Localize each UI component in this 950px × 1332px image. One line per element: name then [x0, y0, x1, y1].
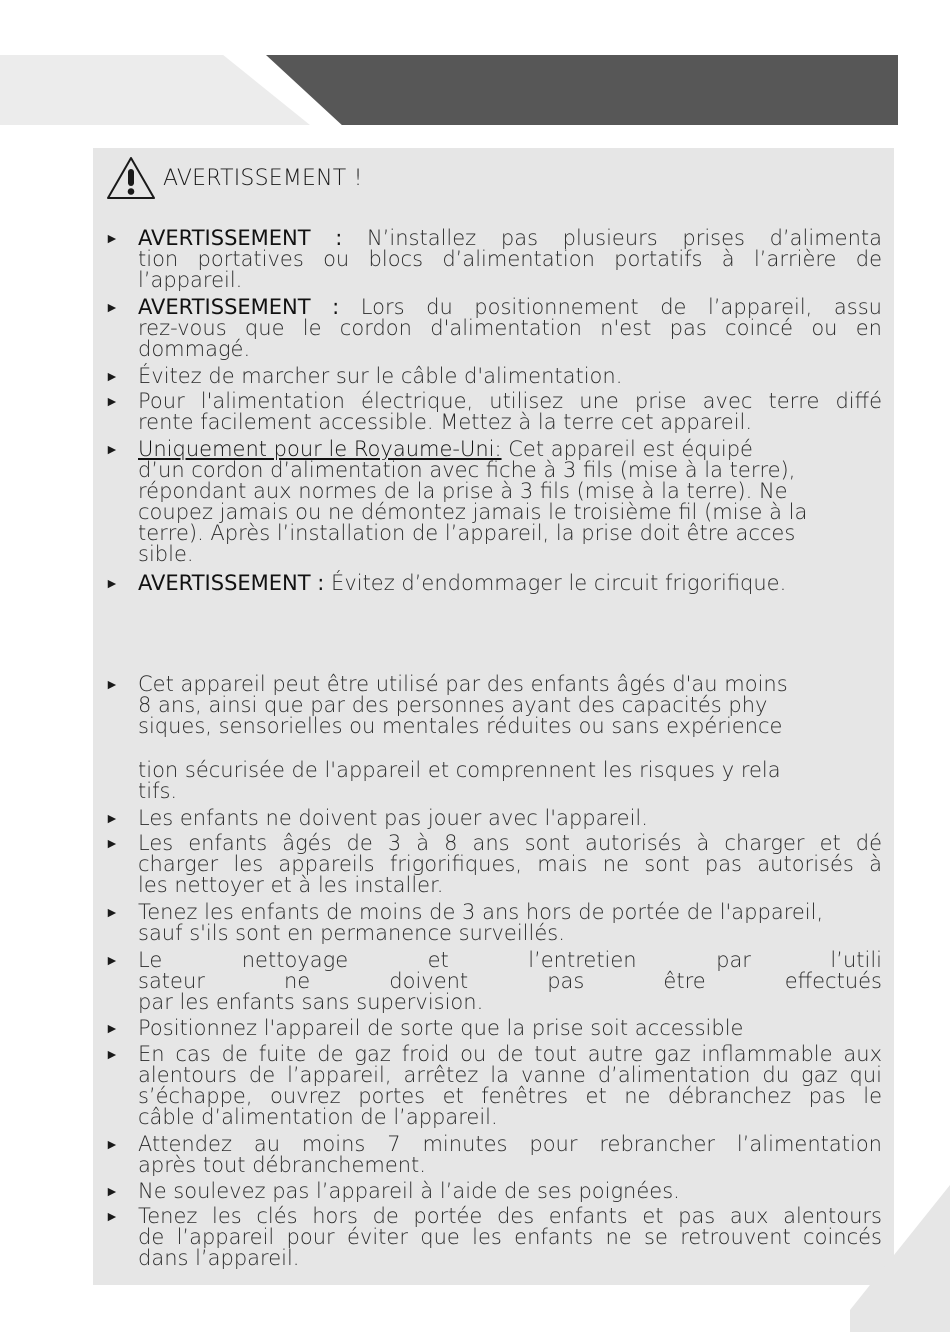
- line: de l’appareil pour éviter que les enfants ne se retrouvent coincés: [138, 1225, 882, 1249]
- warning-label: AVERTISSEMENT :: [138, 226, 343, 250]
- uk-label: Uniquement pour le Royaume-Uni:: [138, 437, 502, 461]
- warning-item: [105, 573, 882, 594]
- line: dans l’appareil.: [138, 1246, 300, 1270]
- bullet-arrow-icon: ►: [105, 1021, 119, 1037]
- bullet-arrow-icon: ►: [105, 394, 119, 410]
- bullet-arrow-icon: ►: [105, 369, 119, 385]
- warning-item: [105, 297, 882, 360]
- line: tion portatives ou blocs d’alimentation portatifs à l’arrière de: [138, 247, 882, 271]
- list-item: [105, 808, 882, 829]
- warning-label: AVERTISSEMENT :: [138, 295, 340, 319]
- line: tion sécurisée de l'appareil et comprennent les risques y rela: [138, 758, 781, 782]
- line: dommagé.: [138, 337, 251, 361]
- line: En cas de fuite de gaz froid ou de tout autre gaz inflammable aux: [138, 1042, 882, 1066]
- bullet-arrow-icon: ►: [105, 1047, 119, 1063]
- line: 8 ans, ainsi que par des personnes ayant des capacités phy: [138, 693, 768, 717]
- header-tab-light: [0, 55, 310, 125]
- list-item: [105, 833, 882, 896]
- line: Cet appareil peut être utilisé par des enfants âgés d'au moins: [138, 672, 788, 696]
- line: après tout débranchement.: [138, 1153, 426, 1177]
- line: l’appareil.: [138, 268, 243, 292]
- bullet-arrow-icon: ►: [105, 953, 119, 969]
- line: Tenez les clés hors de portée des enfants et pas aux alentours: [138, 1204, 882, 1228]
- line: d’un cordon d’alimentation avec fiche à 3 fils (mise à la terre),: [138, 458, 796, 482]
- line: terre). Après l’installation de l’appareil, la prise doit être acces: [138, 521, 796, 545]
- bullet-arrow-icon: ►: [105, 836, 119, 852]
- warning-item: [105, 391, 882, 433]
- line: câble d’alimentation de l’appareil.: [138, 1105, 498, 1129]
- line: par les enfants sans supervision.: [138, 990, 484, 1014]
- line: sible.: [138, 542, 194, 566]
- line: coupez jamais ou ne démontez jamais le troisième fil (mise à la: [138, 500, 808, 524]
- bullet-arrow-icon: ►: [105, 1209, 119, 1225]
- line: alentours de l’appareil, arrêtez la vanne d’alimentation du gaz qui: [138, 1063, 882, 1087]
- warning-heading-text: AVERTISSEMENT !: [163, 165, 363, 191]
- line: Tenez les enfants de moins de 3 ans hors de portée de l'appareil,: [138, 900, 824, 924]
- line: Lors du positionnement de l’appareil, assu: [360, 295, 882, 319]
- bullet-arrow-icon: ►: [105, 231, 119, 247]
- list-item: [105, 1018, 882, 1039]
- bullet-arrow-icon: ►: [105, 576, 119, 592]
- list-item: [105, 902, 882, 944]
- warning-item: [105, 228, 882, 291]
- bullet-arrow-icon: ►: [105, 1184, 119, 1200]
- line: Cet appareil est équipé: [508, 437, 753, 461]
- line: s’échappe, ouvrez portes et fenêtres et ne débranchez pas le: [138, 1084, 882, 1108]
- bullet-arrow-icon: ►: [105, 1137, 119, 1153]
- line: charger les appareils frigorifiques, mais ne sont pas autorisés à: [138, 852, 882, 876]
- warning-triangle-icon: [105, 155, 157, 201]
- list-item: [105, 1181, 882, 1202]
- warning-label: AVERTISSEMENT :: [138, 571, 325, 595]
- list-item-continuation: [138, 760, 883, 802]
- line: répondant aux normes de la prise à 3 fils (mise à la terre). Ne: [138, 479, 788, 503]
- list-item: [105, 1206, 882, 1269]
- line: Évitez de marcher sur le câble d'alimentation.: [138, 364, 623, 388]
- list-item: [105, 1044, 882, 1128]
- line: Les enfants ne doivent pas jouer avec l'appareil.: [138, 806, 648, 830]
- bullet-arrow-icon: ►: [105, 811, 119, 827]
- warning-item: [105, 366, 882, 387]
- line: Ne soulevez pas l’appareil à l’aide de ses poignées.: [138, 1179, 680, 1203]
- line: sauf s'ils sont en permanence surveillés.: [138, 921, 565, 945]
- line: les nettoyer et à les installer.: [138, 873, 444, 897]
- bullet-arrow-icon: ►: [105, 300, 119, 316]
- line: Évitez d’endommager le circuit frigorifique.: [331, 571, 787, 595]
- line: Attendez au moins 7 minutes pour rebrancher l’alimentation: [138, 1132, 882, 1156]
- line: Les enfants âgés de 3 à 8 ans sont autorisés à charger et dé: [138, 831, 882, 855]
- list-item: [105, 1134, 882, 1176]
- list-item: [105, 674, 882, 737]
- list-item: [105, 950, 882, 1013]
- warning-item-uk: [105, 439, 882, 565]
- line: Pour l'alimentation électrique, utilisez une prise avec terre diffé: [138, 389, 882, 413]
- line: rez-vous que le cordon d'alimentation n'est pas coincé ou en: [138, 316, 882, 340]
- bullet-arrow-icon: ►: [105, 905, 119, 921]
- line: N’installez pas plusieurs prises d’alimenta: [367, 226, 882, 250]
- line: tifs.: [138, 779, 178, 803]
- header-tab-dark: [266, 55, 898, 125]
- line: siques, sensorielles ou mentales réduites ou sans expérience: [138, 714, 783, 738]
- line: Positionnez l'appareil de sorte que la prise soit accessible: [138, 1016, 744, 1040]
- line: Le nettoyage et l’entretien par l’utili: [138, 948, 882, 972]
- bullet-arrow-icon: ►: [105, 677, 119, 693]
- bullet-arrow-icon: ►: [105, 442, 119, 458]
- line: rente facilement accessible. Mettez à la terre cet appareil.: [138, 410, 753, 434]
- line: sateur ne doivent pas être effectués: [138, 969, 882, 993]
- warning-heading: [105, 155, 363, 201]
